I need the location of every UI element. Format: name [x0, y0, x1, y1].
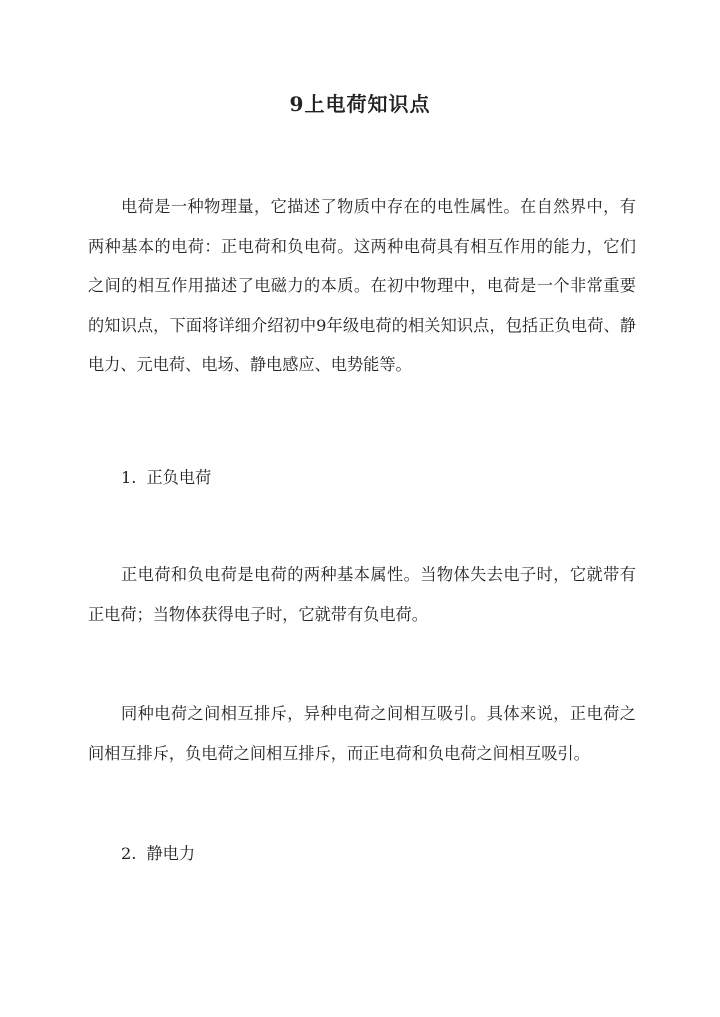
section-heading-charges	[121, 466, 211, 490]
paragraph-charge-interaction: 同种电荷之间相互排斥，异种电荷之间相互吸引。具体来说，正电荷之间相互排斥，负电荷之间相互排斥，而正电荷和负电荷之间相互吸引。	[88, 704, 636, 763]
paragraph-charge-types: 正电荷和负电荷是电荷的两种基本属性。当物体失去电子时，它就带有正电荷；当物体获得电子时，它就带有负电荷。	[88, 565, 636, 624]
section-number: 2.	[121, 844, 137, 863]
intro-paragraph: 电荷是一种物理量，它描述了物质中存在的电性属性。在自然界中，有两种基本的电荷：正电荷和负电荷。这两种电荷具有相互作用的能力，它们之间的相互作用描述了电磁力的本质。在初中物理中，电荷是一个非常重要的知识点，下面将详细介绍初中9年级电荷的相关知识点，包括正负电荷、静电力、元电荷、电场、静电感应、电势能等。	[88, 197, 636, 374]
section-title: 静电力	[146, 844, 196, 863]
section-number: 1.	[121, 468, 137, 487]
section-heading-electrostatic-force	[121, 842, 195, 866]
document-title: 9上电荷知识点	[289, 92, 431, 116]
section-title: 正负电荷	[146, 468, 212, 487]
